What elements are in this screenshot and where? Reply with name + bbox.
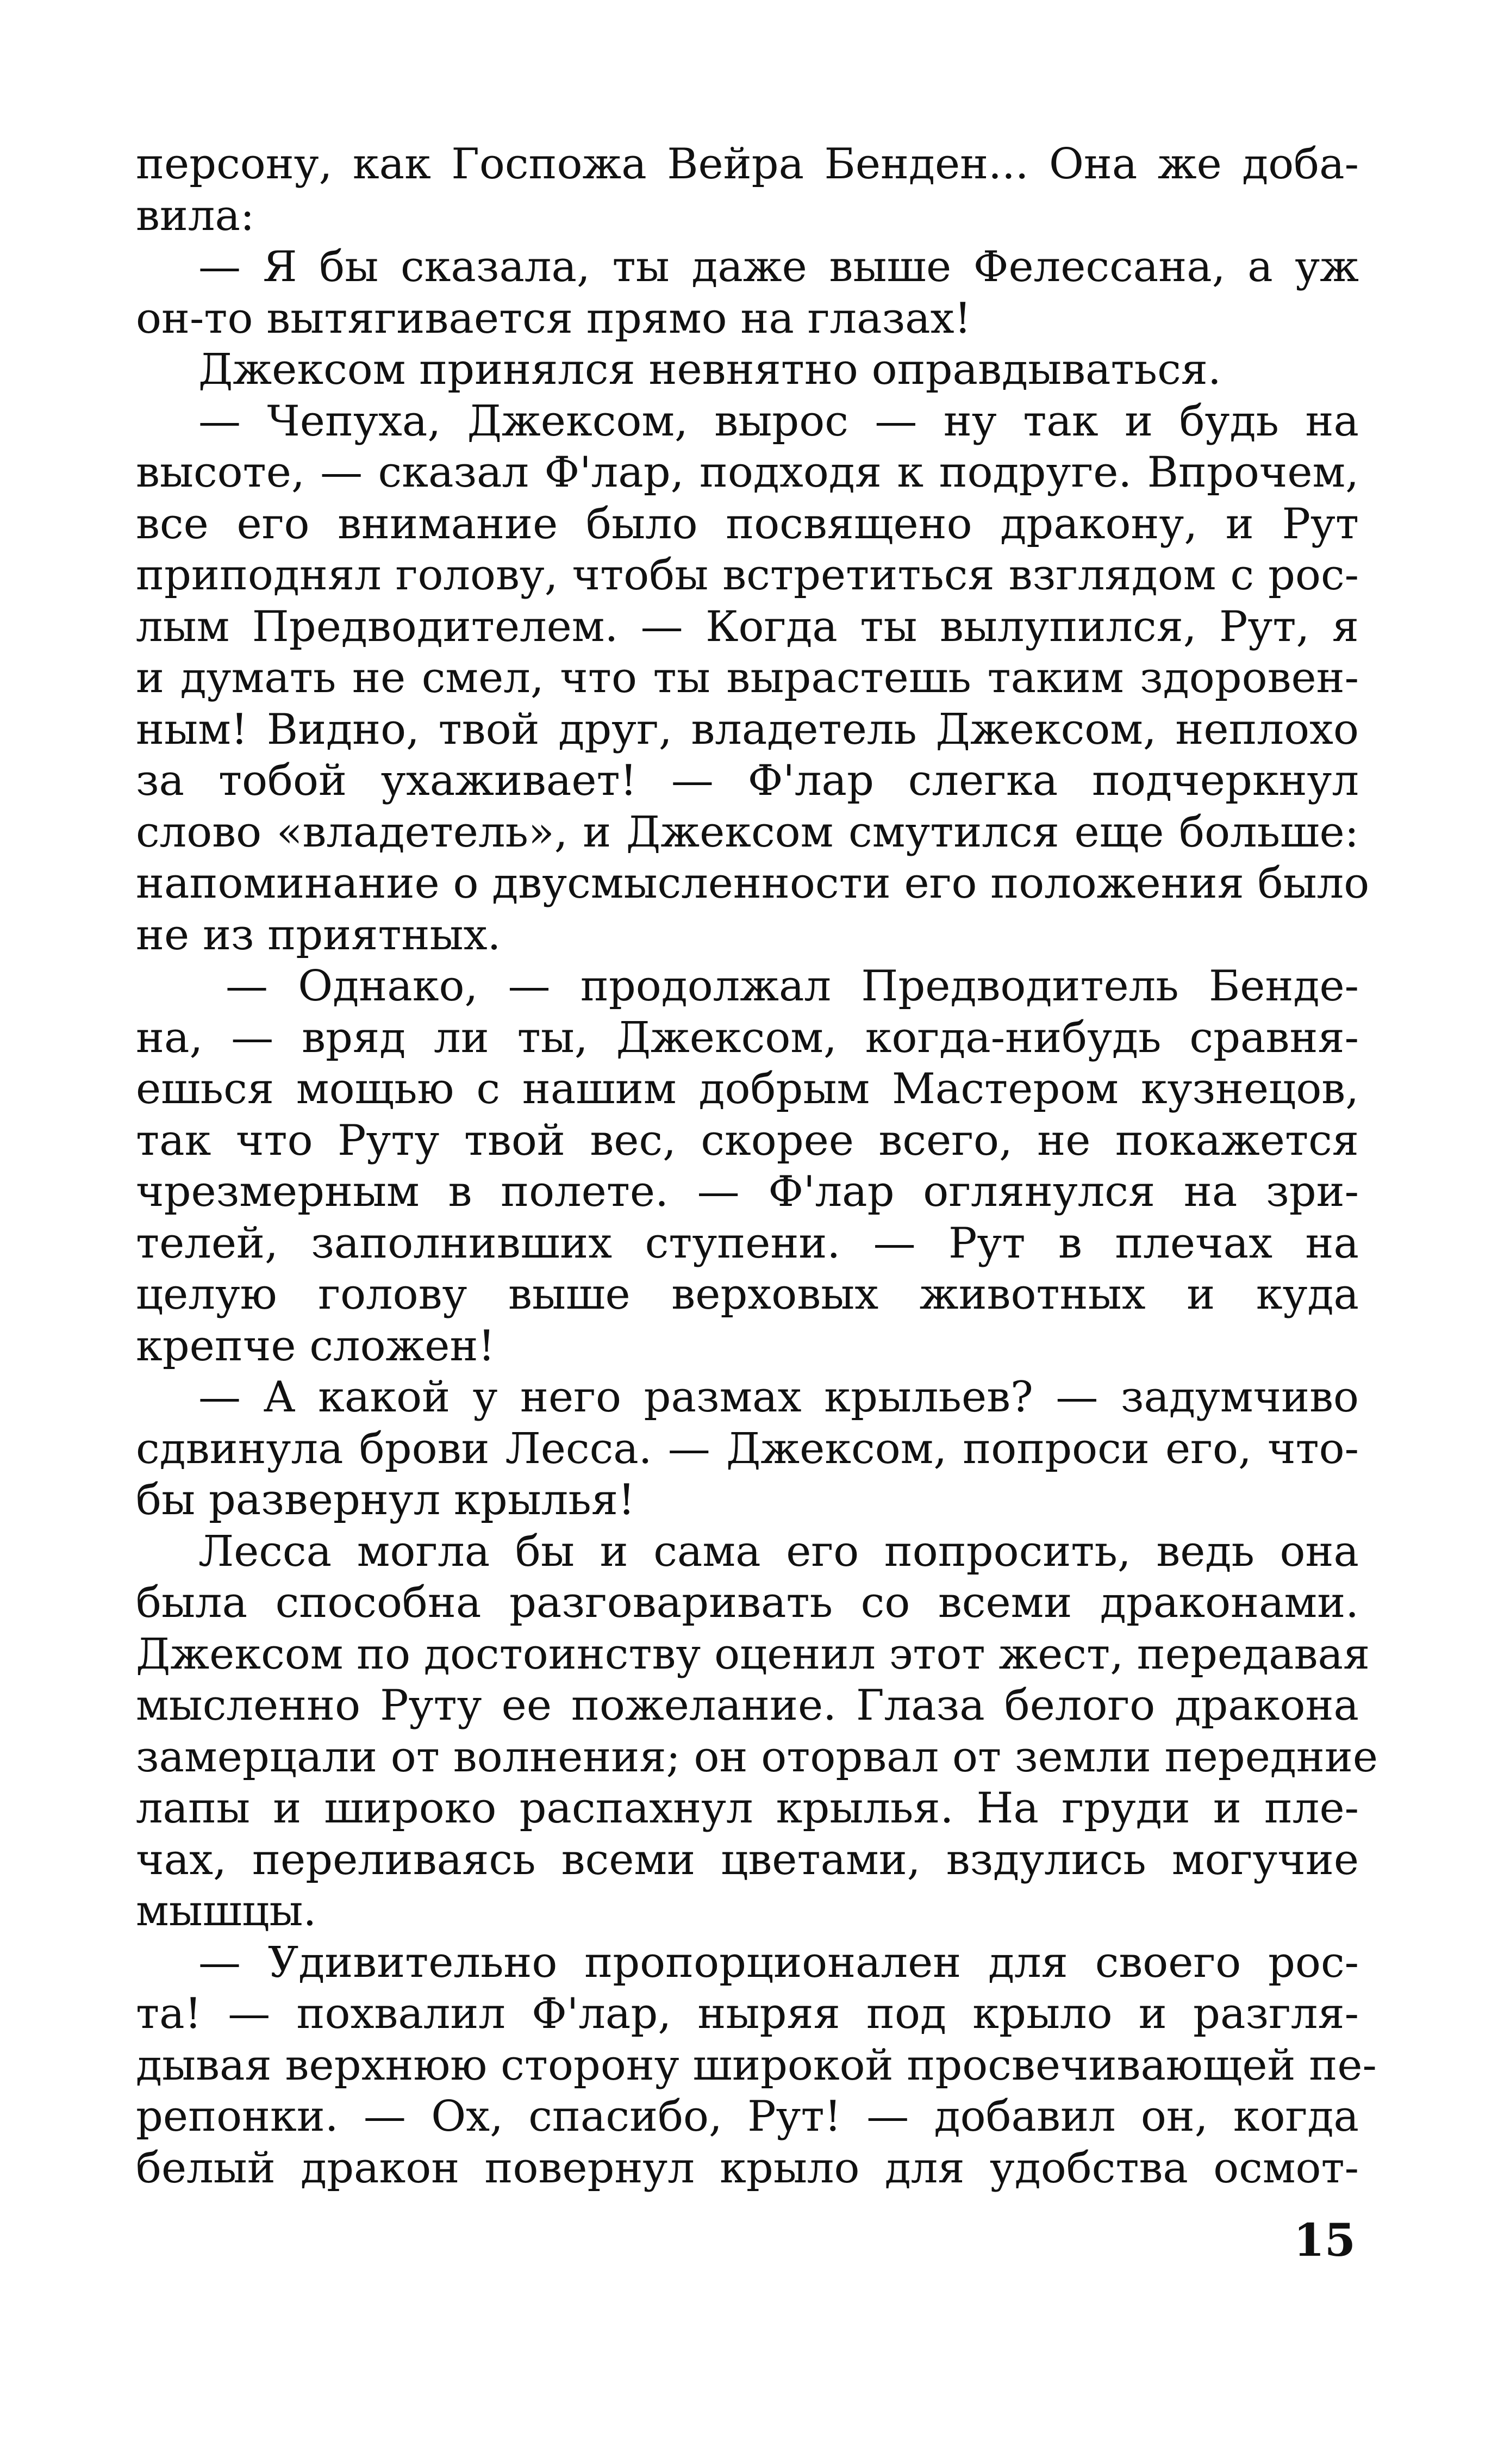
text-line: мысленно Руту ее пожелание. Глаза белого дракона [136, 1681, 1359, 1730]
text-line: сдвинула брови Лесса. — Джексом, попроси его, что- [136, 1424, 1359, 1473]
text-line: — Чепуха, Джексом, вырос — ну так и будь на [198, 396, 1359, 446]
text-line: так что Руту твой вес, скорее всего, не покажется [136, 1116, 1359, 1165]
text-line: высоте, — сказал Ф'лар, подходя к подруге. Впрочем, [136, 448, 1359, 497]
page-number: 15 [1293, 2214, 1356, 2267]
text-line: ешься мощью с нашим добрым Мастером кузнецов, [136, 1065, 1359, 1113]
text-line: вила: [136, 191, 255, 240]
text-line: он-то вытягивается прямо на глазах! [136, 294, 971, 343]
text-line: не из приятных. [136, 910, 501, 960]
text-line: все его внимание было посвящено дракону, и Рут [136, 499, 1359, 549]
text-line: напоминание о двусмысленности его положения было [136, 859, 1370, 908]
text-line: на, — вряд ли ты, Джексом, когда-нибудь сравня- [136, 1013, 1359, 1062]
text-line: Джексом по достоинству оценил этот жест, передавая [136, 1629, 1370, 1679]
text-line: — Однако, — продолжал Предводитель Бенде- [226, 962, 1359, 1011]
text-line: Лесса могла бы и сама его попросить, ведь она [198, 1527, 1359, 1576]
text-line: чах, переливаясь всеми цветами, вздулись могучие [136, 1835, 1359, 1884]
text-line: целую голову выше верховых животных и куда [136, 1270, 1359, 1319]
text-line: мышцы. [136, 1887, 317, 1936]
page-body-text [136, 139, 1378, 2194]
text-line: ным! Видно, твой друг, владетель Джексом, неплохо [136, 705, 1359, 754]
text-line: крепче сложен! [136, 1321, 495, 1371]
text-line: замерцали от волнения; он оторвал от земли передние [136, 1732, 1378, 1782]
text-line: персону, как Госпожа Вейра Бенден... Она же доба- [136, 140, 1359, 189]
text-line: лапы и широко распахнул крылья. На груди и пле- [136, 1784, 1359, 1833]
text-line: лым Предводителем. — Когда ты вылупился, Рут, я [136, 602, 1359, 651]
text-line: за тобой ухаживает! — Ф'лар слегка подчеркнул [136, 756, 1359, 805]
text-line: белый дракон повернул крыло для удобства осмот- [136, 2143, 1359, 2193]
text-line: чрезмерным в полете. — Ф'лар оглянулся на зри- [136, 1167, 1359, 1216]
text-line: приподнял голову, чтобы встретиться взглядом с рос- [136, 551, 1359, 600]
text-line: — А какой у него размах крыльев? — задумчиво [198, 1373, 1359, 1422]
text-line: дывая верхнюю сторону широкой просвечивающей пе- [136, 2040, 1377, 2090]
text-line: слово «владетель», и Джексом смутился еще больше: [136, 807, 1359, 857]
text-line: и думать не смел, что ты вырастешь таким здоровен- [136, 654, 1359, 702]
text-line: бы развернул крылья! [136, 1476, 635, 1525]
text-line: репонки. — Ох, спасибо, Рут! — добавил он, когда [136, 2092, 1359, 2141]
text-line: — Удивительно пропорционален для своего рос- [198, 1938, 1359, 1987]
text-line: телей, заполнивших ступени. — Рут в плечах на [136, 1218, 1359, 1268]
text-line: была способна разговаривать со всеми драконами. [136, 1578, 1359, 1627]
text-line: Джексом принялся невнятно оправдываться. [198, 345, 1221, 394]
text-line: — Я бы сказала, ты даже выше Фелессана, а уж [198, 242, 1359, 291]
text-line: та! — похвалил Ф'лар, ныряя под крыло и разгля- [136, 1989, 1359, 2038]
